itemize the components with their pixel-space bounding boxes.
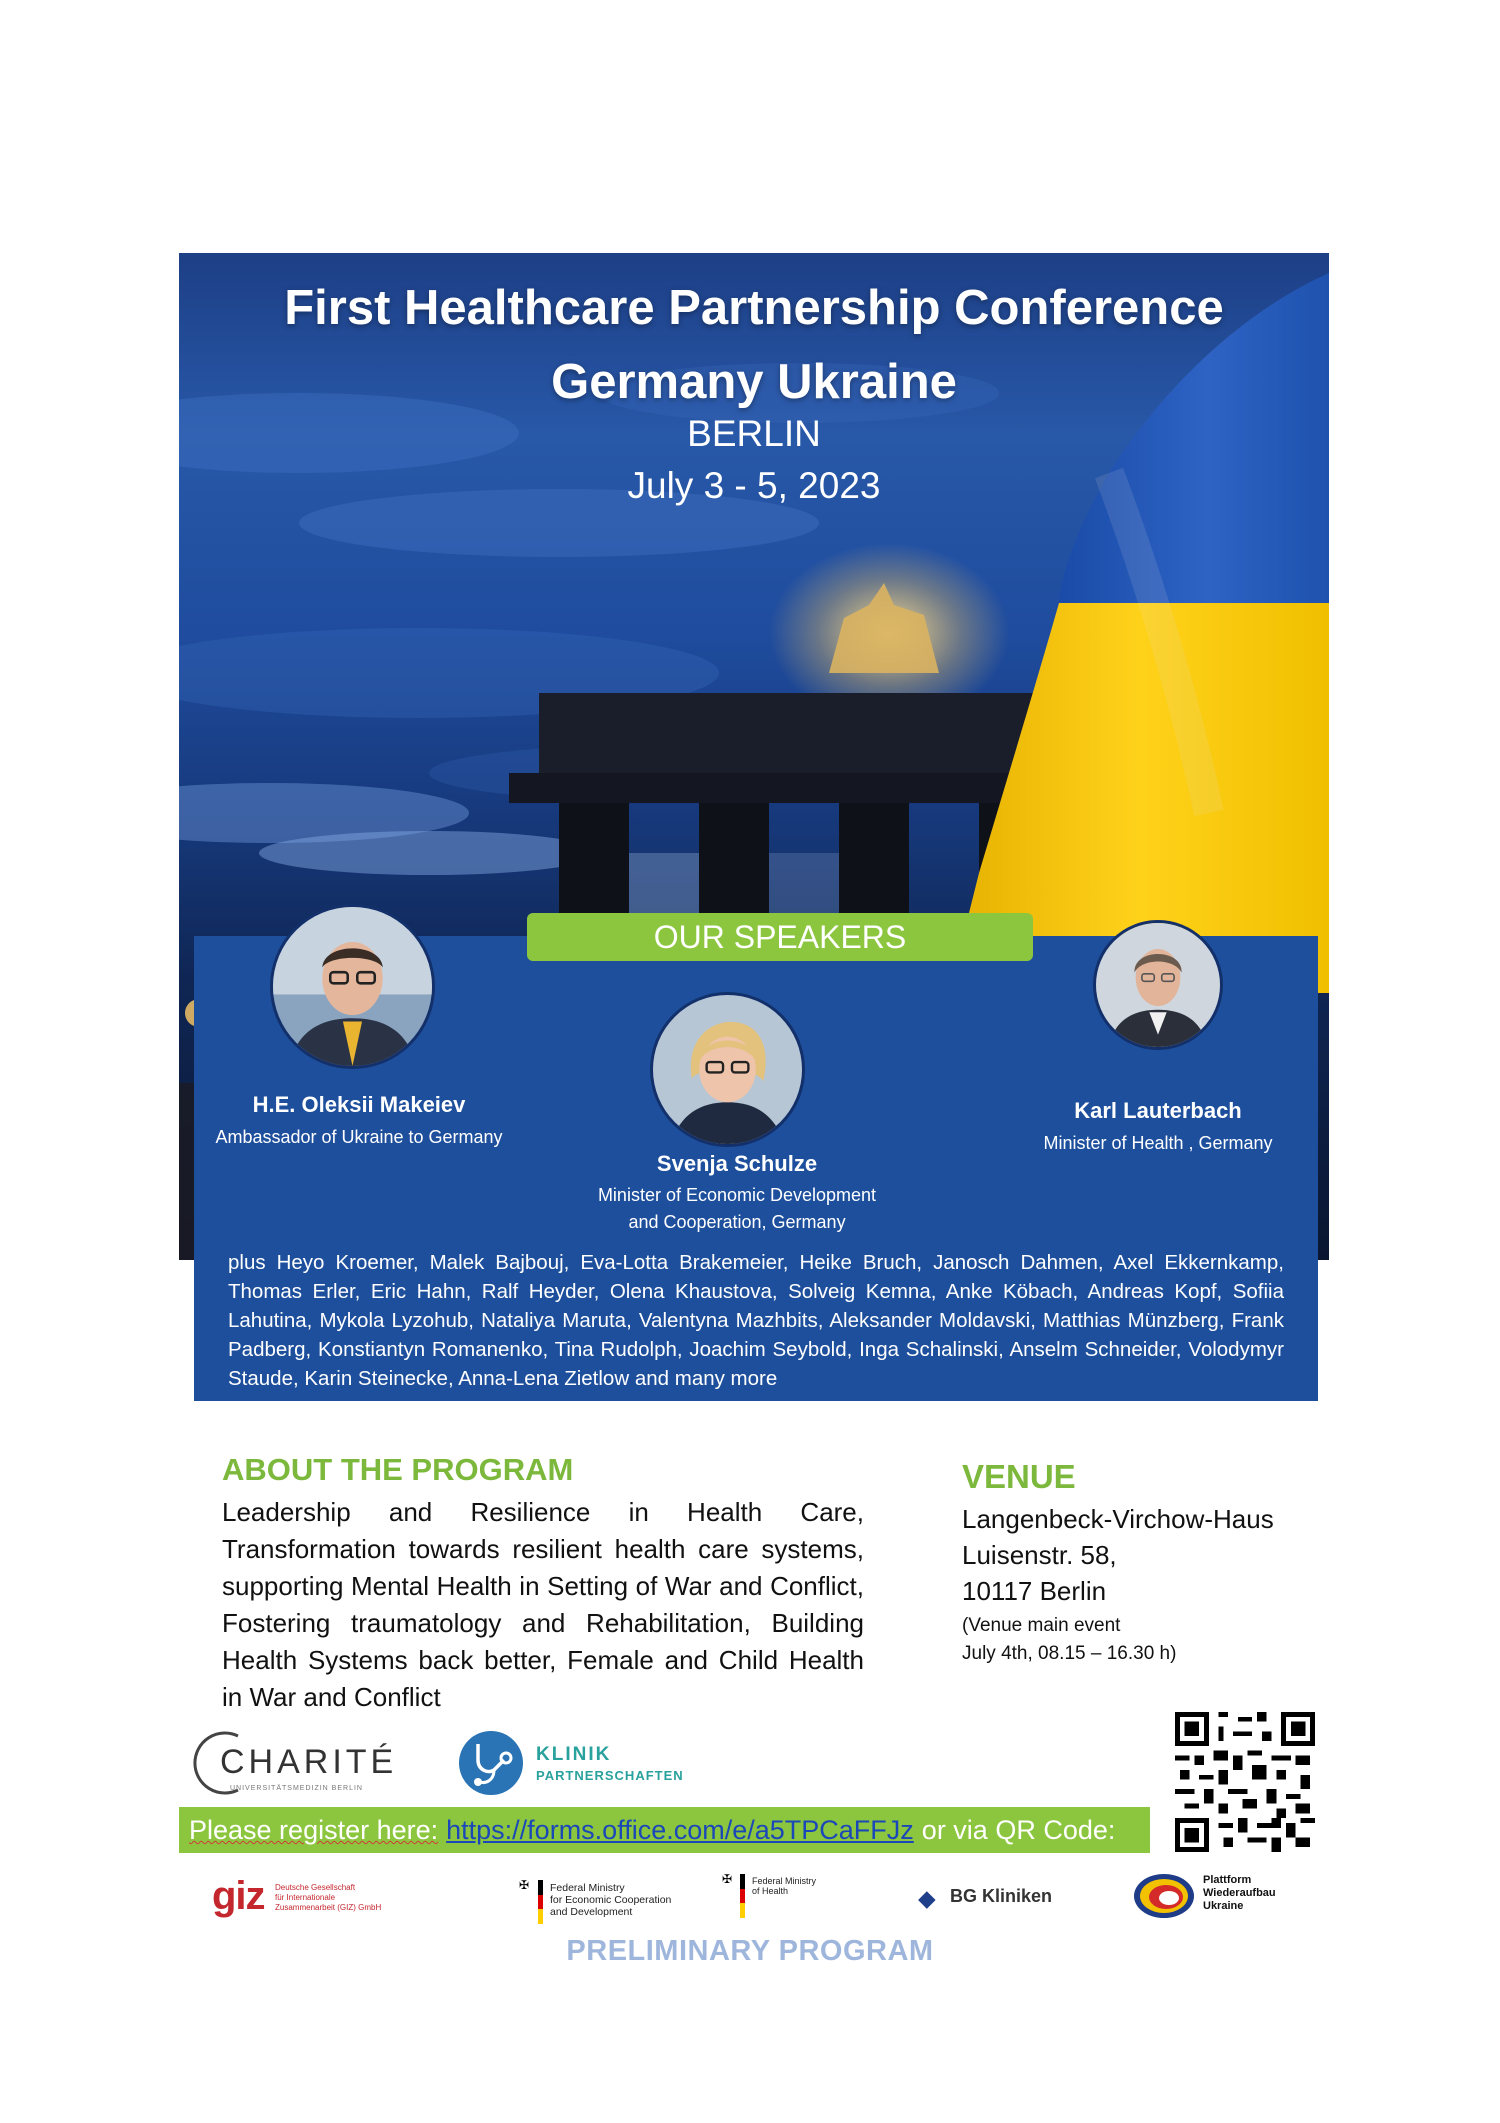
bmz-logo-text	[550, 1882, 671, 1918]
speaker-name-lauterbach: Karl Lauterbach	[1074, 1098, 1242, 1123]
klinikpartnerschaften-stethoscope-icon	[458, 1730, 524, 1796]
registration-link[interactable]: https://forms.office.com/e/a5TPCaFFJz	[446, 1815, 914, 1845]
giz-name	[275, 1883, 381, 1913]
klinik-wordmark-line1: KLINIK	[536, 1744, 612, 1765]
giz-name-line3: Zusammenarbeit (GIZ) GmbH	[275, 1903, 382, 1912]
speaker-name-makeiev: H.E. Oleksii Makeiev	[252, 1092, 466, 1117]
speaker-portrait-icon	[653, 995, 802, 1144]
klinik-wordmark-line2: PARTNERSCHAFTEN	[536, 1768, 684, 1783]
plattform-wiederaufbau-logo-icon	[1133, 1872, 1195, 1920]
plattform-wiederaufbau-text	[1203, 1874, 1276, 1913]
conference-title-line1: First Healthcare Partnership Conference	[284, 281, 1224, 335]
about-heading: ABOUT THE PROGRAM	[222, 1452, 574, 1487]
federal-eagle-icon: ✠	[722, 1872, 733, 1886]
speaker-role-schulze-line2: and Cooperation, Germany	[628, 1212, 846, 1232]
registration-label: Please register here:	[189, 1815, 439, 1845]
bmz-line1: Federal Ministry	[550, 1882, 625, 1894]
registration-qr-code[interactable]	[1175, 1712, 1315, 1852]
speaker-portrait-icon	[1096, 923, 1220, 1047]
giz-logo: giz	[212, 1874, 265, 1918]
venue-name: Langenbeck-Virchow-Haus	[962, 1504, 1274, 1534]
pw-line3: Ukraine	[1203, 1900, 1244, 1912]
speaker-name-schulze: Svenja Schulze	[656, 1151, 818, 1176]
charite-wordmark: CHARITÉ	[220, 1743, 398, 1781]
speaker-role-makeiev: Ambassador of Ukraine to Germany	[215, 1127, 503, 1147]
german-flag-stripe-icon	[740, 1874, 745, 1918]
speaker-role-lauterbach: Minister of Health , Germany	[1043, 1133, 1273, 1153]
preliminary-program-label: PRELIMINARY PROGRAM	[566, 1935, 934, 1967]
venue-note-line1: (Venue main event	[962, 1615, 1121, 1636]
bmg-line2: of Health	[752, 1886, 789, 1896]
bmg-line1: Federal Ministry	[752, 1876, 817, 1886]
bmz-line3: and Development	[550, 1906, 633, 1918]
conference-title	[179, 271, 1329, 419]
german-flag-stripe-icon	[538, 1880, 543, 1924]
speaker-role-schulze-line1: Minister of Economic Development	[597, 1185, 877, 1205]
bmz-line2: for Economic Cooperation	[550, 1894, 672, 1906]
pw-line2: Wiederaufbau	[1203, 1887, 1276, 1899]
federal-eagle-icon: ✠	[519, 1878, 530, 1892]
charite-subtitle: UNIVERSITÄTSMEDIZIN BERLIN	[230, 1785, 363, 1792]
bg-kliniken-icon: ◆	[918, 1885, 936, 1911]
giz-name-line2: für Internationale	[275, 1893, 336, 1902]
speaker-photo-makeiev	[270, 904, 435, 1069]
venue-heading: VENUE	[962, 1458, 1076, 1495]
speakers-heading: OUR SPEAKERS	[527, 913, 1033, 961]
speaker-photo-schulze	[650, 992, 805, 1147]
conference-title-line2: Germany Ukraine	[551, 355, 957, 409]
venue-street: Luisenstr. 58,	[962, 1540, 1117, 1570]
bmg-logo-text	[752, 1876, 816, 1896]
giz-name-line1: Deutsche Gesellschaft	[275, 1883, 356, 1892]
registration-qr-hint: or via QR Code:	[921, 1815, 1116, 1845]
pw-line1: Plattform	[1203, 1874, 1252, 1886]
conference-city: BERLIN	[687, 413, 821, 454]
about-body: Leadership and Resilience in Health Care, Transformation towards resilient health care systems, supporting Mental Health in Setting of War and Conflict, Fostering traumatology and Rehabilitation, Building Health Systems back better, Female and Child Health in War and Conflict	[222, 1497, 864, 1712]
registration-bar	[179, 1807, 1150, 1853]
speaker-photo-lauterbach	[1093, 920, 1223, 1050]
conference-dates: July 3 - 5, 2023	[627, 465, 881, 506]
bg-kliniken-logo: BG Kliniken	[950, 1886, 1053, 1906]
venue-city: 10117 Berlin	[962, 1576, 1107, 1606]
venue-note-line2: July 4th, 08.15 – 16.30 h)	[962, 1643, 1177, 1664]
speaker-portrait-icon	[273, 907, 432, 1066]
additional-speakers: plus Heyo Kroemer, Malek Bajbouj, Eva-Lotta Brakemeier, Heike Bruch, Janosch Dahmen, Axel Ekkernkamp, Thomas Erler, Eric Hahn, Ralf Heyder, Olena Khaustova, Solveig Kemna, Anke Köbach, Andreas Kopf, Sofiia Lahutina, Mykola Lyzohub, Nataliya Maruta, Valentyna Mazhbits, Aleksander Moldavski, Matthias Münzberg, Frank Padberg, Konstiantyn Romanenko, Tina Rudolph, Joachim Seybold, Inga Schalinski, Anselm Schneider, Volodymyr Staude, Karin Steinecke, Anna-Lena Zietlow and many more	[228, 1251, 1284, 1390]
